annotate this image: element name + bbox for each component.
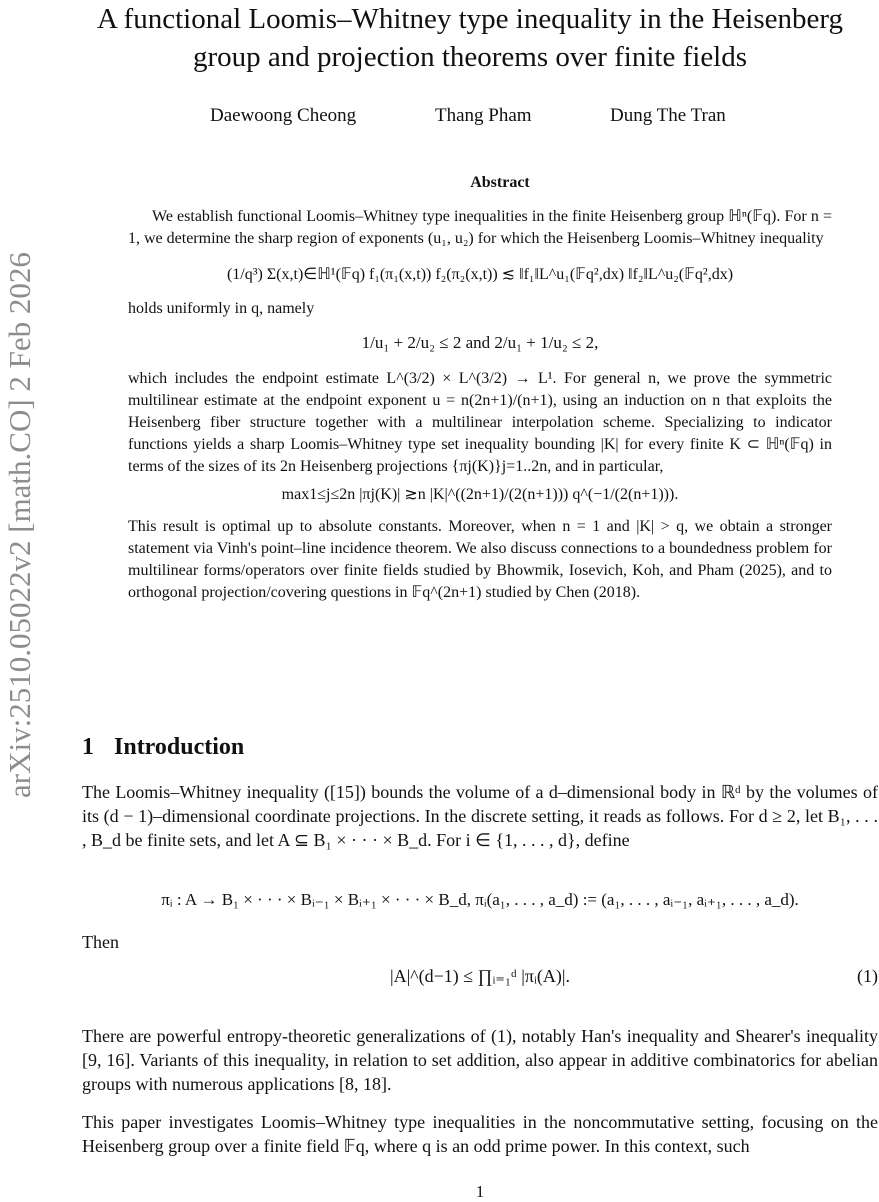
abstract-paragraph-4: This result is optimal up to absolute constants. Moreover, when n = 1 and |K| > q, we obtain a stronger statement via Vinh's point–line incidence theorem. We also discuss connections to a boundedness problem for multilinear forms/operators over finite fields studied by Bhowmik, Iosevich, Koh, and Pham (2025), and to orthogonal projection/covering questions in 𝔽q^(2n+1) studied by Chen (2018). — [128, 518, 832, 601]
author-2: Thang Pham — [435, 105, 532, 126]
author-1: Daewoong Cheong — [210, 105, 357, 126]
section-number: 1 — [82, 734, 94, 760]
loomis-whitney-equation: |A|^(d−1) ≤ ∏ᵢ₌₁ᵈ |πᵢ(A)|. — [389, 966, 571, 986]
author-list — [120, 105, 879, 131]
abstract — [128, 206, 832, 604]
abstract-paragraph-3: which includes the endpoint estimate L^(3/2) × L^(3/2) → L¹. For general n, we prove the symmetric multilinear estimate at the endpoint exponent u = n(2n+1)/(n+1), using an induction on n that exploits the Heisenberg fiber structure together with a multilinear interpolation scheme. Specializing to indicator functions yields a sharp Loomis–Whitney type set inequality bounding |K| for every finite K ⊂ ℍⁿ(𝔽q) in terms of the sizes of its 2n Heisenberg projections {πj(K)}j=1..2n, and in particular, — [128, 370, 832, 475]
abstract-heading: Abstract — [470, 174, 530, 191]
abstract-paragraph-2: holds uniformly in q, namely — [128, 300, 315, 317]
paper-title — [80, 0, 860, 76]
abstract-paragraph-1: We establish functional Loomis–Whitney type inequalities in the finite Heisenberg group ℍⁿ(𝔽q). For n = 1, we determine the sharp region of exponents (u₁, u₂) for which the Heisenberg Loomis–Whitney inequality — [128, 208, 832, 247]
section-title: Introduction — [114, 734, 245, 760]
projection-definition: πᵢ : A → B₁ × · · · × Bᵢ₋₁ × Bᵢ₊₁ × · · · × B_d, πᵢ(a₁, . . . , a_d) := (a₁, . . . , aᵢ₋₁, aᵢ₊₁, . . . , a_d). — [161, 890, 799, 909]
section-heading — [82, 734, 244, 761]
arxiv-identifier: arXiv:2510.05022v2 [math.CO] 2 Feb 2026 — [2, 252, 37, 798]
equation-number: (1) — [857, 966, 878, 986]
then-text: Then — [82, 932, 119, 952]
intro-paragraph-2: There are powerful entropy-theoretic generalizations of (1), notably Han's inequality and Shearer's inequality [9, 16]. Variants of this inequality, in relation to set addition, also appear in additive combinatorics for abelian groups with numerous applications [8, 18]. — [82, 1026, 878, 1094]
title-line-1: A functional Loomis–Whitney type inequality in the Heisenberg — [96, 3, 844, 35]
abstract-equation-1: (1/q³) Σ(x,t)∈ℍ¹(𝔽q) f₁(π₁(x,t)) f₂(π₂(x,t)) ≲ ‖f₁‖L^u₁(𝔽q²,dx) ‖f₂‖L^u₂(𝔽q²,dx) — [226, 266, 734, 283]
author-3: Dung The Tran — [610, 105, 726, 126]
page-number: 1 — [475, 1182, 485, 1201]
abstract-equation-2: 1/u₁ + 2/u₂ ≤ 2 and 2/u₁ + 1/u₂ ≤ 2, — [361, 333, 599, 352]
intro-paragraph-1: The Loomis–Whitney inequality ([15]) bounds the volume of a d–dimensional body in ℝᵈ by the volumes of its (d − 1)–dimensional coordinate projections. In the discrete setting, it reads as follows. For d ≥ 2, let B₁, . . . , B_d be finite sets, and let A ⊆ B₁ × · · · × B_d. For i ∈ {1, . . . , d}, define — [82, 782, 878, 850]
title-line-2: group and projection theorems over finite fields — [192, 41, 748, 73]
abstract-equation-3: max1≤j≤2n |πj(K)| ≳n |K|^((2n+1)/(2(n+1))) q^(−1/(2(n+1))). — [281, 486, 679, 503]
equation-1-line — [82, 966, 878, 990]
intro-paragraph-3: This paper investigates Loomis–Whitney type inequalities in the noncommutative setting, focusing on the Heisenberg group over a finite field 𝔽q, where q is an odd prime power. In this context, such — [82, 1112, 878, 1156]
